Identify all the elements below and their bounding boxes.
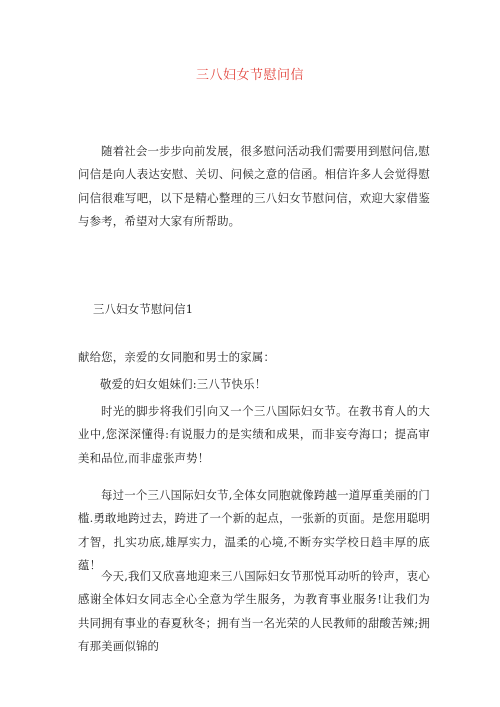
document-title: 三八妇女节慰问信 xyxy=(195,68,304,83)
body-paragraph: 时光的脚步将我们引向又一个三八国际妇女节。在教书育人的大业中,您深深懂得:有说服力的是实绩和成果，而非妄夸海口；提高审美和品位,而非虚张声势！ xyxy=(78,404,430,465)
body-paragraph: 每过一个三八国际妇女节,全体女同胞就像跨越一道厚重美丽的门槛.勇敢地跨过去，跨进了一个新的起点，一张新的页面。是您用聪明才智，扎实功底,雄厚实力，温柔的心境,不断夯实学校日趋丰厚的底蕴！ xyxy=(78,488,430,573)
letter-greeting: 敬爱的妇女姐妹们:三八节快乐！ xyxy=(100,377,267,391)
section-heading: 三八妇女节慰问信1 xyxy=(93,302,194,316)
letter-salutation: 献给您，亲爱的女同胞和男士的家属： xyxy=(78,350,276,364)
body-paragraph: 今天,我们又欣喜地迎来三八国际妇女节那悦耳动听的铃声，衷心感谢全体妇女同志全心全意为学生服务，为教育事业服务!让我们为共同拥有事业的春夏秋冬；拥有当一名光荣的人民教师的甜酸苦辣;拥有那美画似锦的 xyxy=(78,569,430,654)
intro-paragraph: 随着社会一步步向前发展，很多慰问活动我们需要用到慰问信,慰问信是向人表达安慰、关切、问候之意的信函。相信许多人会觉得慰问信很难写吧，以下是精心整理的三八妇女节慰问信，欢迎大家借鉴与参考，希望对大家有所帮助。 xyxy=(78,144,430,229)
